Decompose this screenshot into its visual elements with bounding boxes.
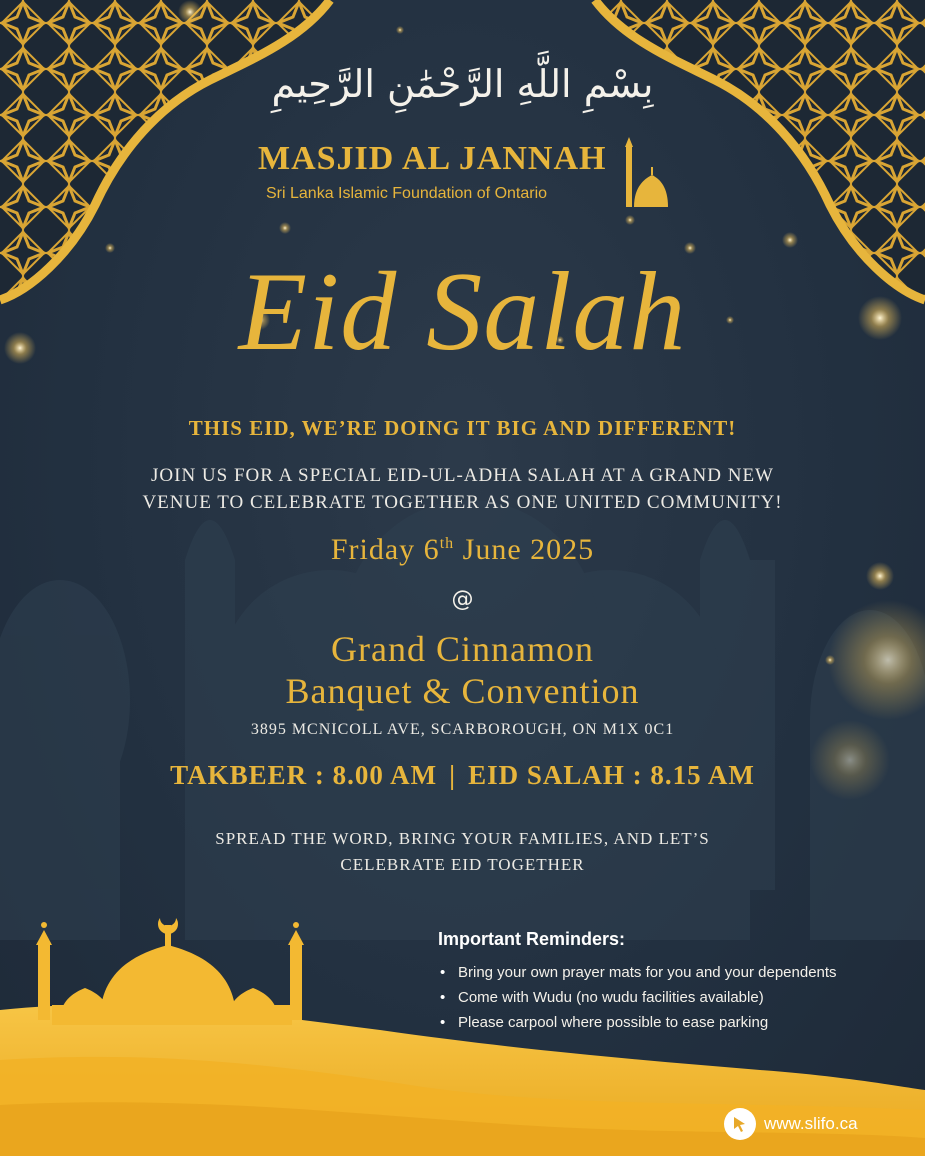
masjid-name: MASJID AL JANNAH [258,140,607,177]
event-title: Eid Salah [238,250,687,374]
spread-the-word-text [0,826,925,878]
date-rest: June 2025 [462,533,595,566]
tagline: THIS EID, WE’RE DOING IT BIG AND DIFFERENT! [188,416,737,440]
reminders-list [438,964,918,1031]
event-date [0,533,925,567]
time-separator: | [449,760,457,790]
cursor-icon [724,1108,756,1140]
mosque-logo-icon [620,135,670,210]
venue-address: 3895 MCNICOLL AVE, SCARBOROUGH, ON M1X 0C1 [250,721,675,738]
website-url[interactable]: www.slifo.ca [764,1114,858,1133]
reminder-item: • Come with Wudu (no wudu facilities available) [458,989,918,1006]
venue-line-1: Grand Cinnamon [331,629,594,669]
date-suffix: th [439,535,455,552]
invitation-line-1: JOIN US FOR A SPECIAL EID-UL-ADHA SALAH AT A GRAND NEW [151,465,774,486]
date-day: Friday 6 [330,533,440,566]
takbeer-time: TAKBEER : 8.00 AM [170,760,438,790]
prayer-times [0,760,925,791]
spread-line-1: SPREAD THE WORD, BRING YOUR FAMILIES, AND LET’S [215,829,710,848]
spread-line-2: CELEBRATE EID TOGETHER [340,855,585,874]
venue-name [0,628,925,712]
venue-line-2: Banquet & Convention [285,671,640,711]
reminder-item: • Bring your own prayer mats for you and your dependents [458,964,918,981]
reminders-heading: Important Reminders: [438,929,626,949]
at-symbol: @ [451,587,474,612]
website-link[interactable] [724,1108,858,1140]
invitation-text [0,462,925,516]
bismillah-calligraphy: بِسْمِ اللَّهِ الرَّحْمَٰنِ الرَّحِيمِ [271,62,654,106]
important-reminders [438,929,918,1039]
reminder-item: • Please carpool where possible to ease parking [458,1014,918,1031]
invitation-line-2: VENUE TO CELEBRATE TOGETHER AS ONE UNITED COMMUNITY! [142,492,783,513]
foundation-name: Sri Lanka Islamic Foundation of Ontario [266,185,548,202]
eid-salah-time: EID SALAH : 8.15 AM [468,760,755,790]
